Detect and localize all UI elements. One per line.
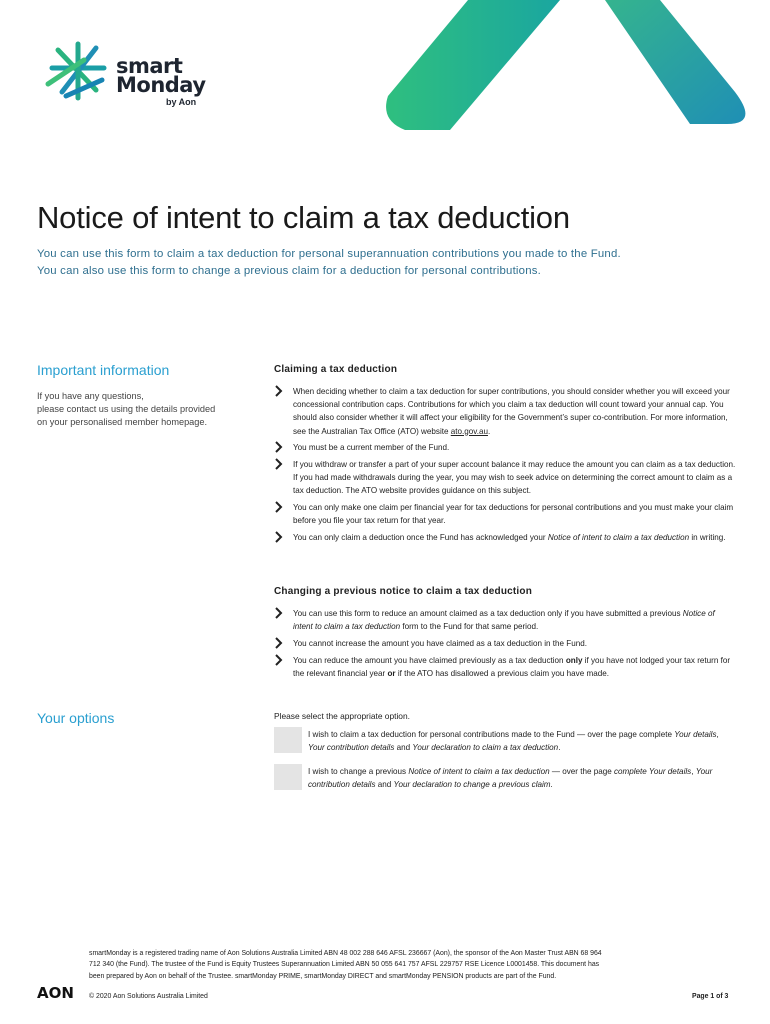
option-text: and xyxy=(394,743,413,752)
option-change-text xyxy=(308,765,733,791)
option-text: . xyxy=(558,743,561,752)
list-item xyxy=(274,501,736,527)
option-text: I wish to claim a tax deduction for personal contributions made to the Fund — over the page complete xyxy=(308,730,675,739)
bullet-text: You cannot increase the amount you have claimed as a tax deduction in the Fund. xyxy=(293,638,587,648)
smartmonday-logo xyxy=(44,40,234,106)
option-italic-text: complete Your details xyxy=(613,767,692,776)
bullet-text: You can reduce the amount you have claimed previously as a tax deduction xyxy=(293,655,566,665)
aon-logo xyxy=(37,984,77,1000)
changing-heading: Changing a previous notice to claim a tax deduction xyxy=(274,586,533,597)
aon-logo-text: AON xyxy=(37,984,74,1000)
bullet-text: You can only claim a deduction once the Fund has acknowledged your xyxy=(293,533,548,543)
option-italic-text: Your contribution details xyxy=(308,743,395,752)
bullet-italic-text: Notice of intent to claim a tax deduction xyxy=(293,609,715,632)
list-item xyxy=(274,385,736,438)
logo-word-monday: Monday xyxy=(116,73,206,97)
bullet-text: form to the Fund for that same period. xyxy=(400,622,539,632)
chevron-right-icon xyxy=(274,607,284,619)
footer-disclaimer: smartMonday is a registered trading name of Aon Solutions Australia Limited ABN 48 002 288 646 AFSL 236667 (Aon), the sponsor of the Aon Master Trust ABN 68 964 712 340 (the Fund). The trustee of the Fund is Equity Trustees Superannuation Limited ABN 50 055 641 757 AFSL 229757 RSE Licence L0001458. This document has been prepared by Aon on behalf of the Trustee. smartMonday PRIME, smartMonday DIRECT and smartMonday PENSION products are part of the Fund. xyxy=(89,950,602,980)
list-item xyxy=(274,441,736,454)
list-item xyxy=(274,637,736,650)
logo-word-smart: smart xyxy=(116,54,183,78)
footer-copyright: © 2020 Aon Solutions Australia Limited xyxy=(89,993,208,1000)
option-text: — over the page xyxy=(549,767,614,776)
claiming-heading: Claiming a tax deduction xyxy=(274,364,398,375)
option-text: and xyxy=(375,780,394,789)
list-item xyxy=(274,654,736,680)
option-text: , xyxy=(691,767,696,776)
bullet-text: in writing. xyxy=(689,533,726,543)
page-title: Notice of intent to claim a tax deduction xyxy=(37,200,570,235)
bullet-italic-text: Notice of intent to claim a tax deduction xyxy=(547,533,690,543)
list-item xyxy=(274,458,736,498)
chevron-right-icon xyxy=(274,637,284,649)
chevron-right-icon xyxy=(274,441,284,453)
starburst-logo-icon xyxy=(44,40,110,102)
bullet-text: When deciding whether to claim a tax deduction for super contributions, you should consider whether you will exceed your concessional contribution caps. Contributions for which you claim a tax deduction will count toward your annual cap. You should also consider whether it will affect your eligibility for the Government’s super co-contribution. For more information, see the Australian Tax Office (ATO) website xyxy=(293,387,730,436)
page-number: Page 1 of 3 xyxy=(692,993,729,1000)
chevron-right-icon xyxy=(274,654,284,666)
logo-by-aon: by Aon xyxy=(166,97,197,107)
option-text: . xyxy=(550,780,553,789)
important-info-text xyxy=(37,390,257,429)
option-italic-text: Notice of intent to claim a tax deduction xyxy=(408,767,550,776)
intro-line-2: You can also use this form to change a previous claim for a deduction for personal contributions. xyxy=(37,265,541,277)
bullet-text: If you withdraw or transfer a part of your super account balance it may reduce the amount you can claim as a tax deduction. If you had made withdrawals during the year, you may wish to seek advice on determining the correct amount to claim as a tax deduction. The ATO website provides guidance on this subject. xyxy=(293,460,736,496)
claim-deduction-checkbox[interactable] xyxy=(274,727,302,753)
option-claim-text xyxy=(308,728,733,754)
bullet-bold-text: only xyxy=(565,655,583,665)
intro-line-1: You can use this form to claim a tax deduction for personal superannuation contributions you made to the Fund. xyxy=(37,248,621,260)
change-previous-notice-checkbox[interactable] xyxy=(274,764,302,790)
options-prompt: Please select the appropriate option. xyxy=(274,711,410,721)
intro-text xyxy=(37,246,737,280)
chevron-right-icon xyxy=(274,385,284,397)
bullet-text: You can use this form to reduce an amount claimed as a tax deduction only if you have submitted a previous xyxy=(293,609,683,618)
claiming-section xyxy=(274,364,736,548)
option-italic-text: Your contribution details xyxy=(308,767,713,789)
bullet-text: if you have not lodged your tax return for the relevant financial year xyxy=(293,655,731,678)
bullet-text: You can only make one claim per financial year for tax deductions for personal contributions and you must make your claim before you file your tax return for that year. xyxy=(293,503,734,526)
important-info-line: on your personalised member homepage. xyxy=(37,417,208,427)
bullet-text: . xyxy=(487,426,491,436)
important-info-line: please contact us using the details provided xyxy=(37,404,216,414)
bullet-text: You must be a current member of the Fund. xyxy=(293,443,450,453)
your-options-heading: Your options xyxy=(37,710,115,726)
option-text: I wish to change a previous xyxy=(308,767,409,776)
option-text: , xyxy=(716,730,719,739)
option-italic-text: Your declaration to claim a tax deduction xyxy=(412,743,559,752)
important-info-heading: Important information xyxy=(37,362,170,378)
chevron-right-icon xyxy=(274,501,284,513)
chevron-right-icon xyxy=(274,458,284,470)
list-item xyxy=(274,607,736,633)
chevron-right-icon xyxy=(274,531,284,543)
list-item xyxy=(274,531,736,544)
bullet-text: if the ATO has disallowed a previous claim you have made. xyxy=(395,668,609,678)
ato-link[interactable]: ato.gov.au xyxy=(450,426,488,436)
option-italic-text: Your details xyxy=(674,730,717,739)
important-info-line: If you have any questions, xyxy=(37,391,144,401)
bullet-bold-text: or xyxy=(387,668,396,678)
option-italic-text: Your declaration to change a previous claim xyxy=(393,780,551,789)
changing-section xyxy=(274,586,736,684)
